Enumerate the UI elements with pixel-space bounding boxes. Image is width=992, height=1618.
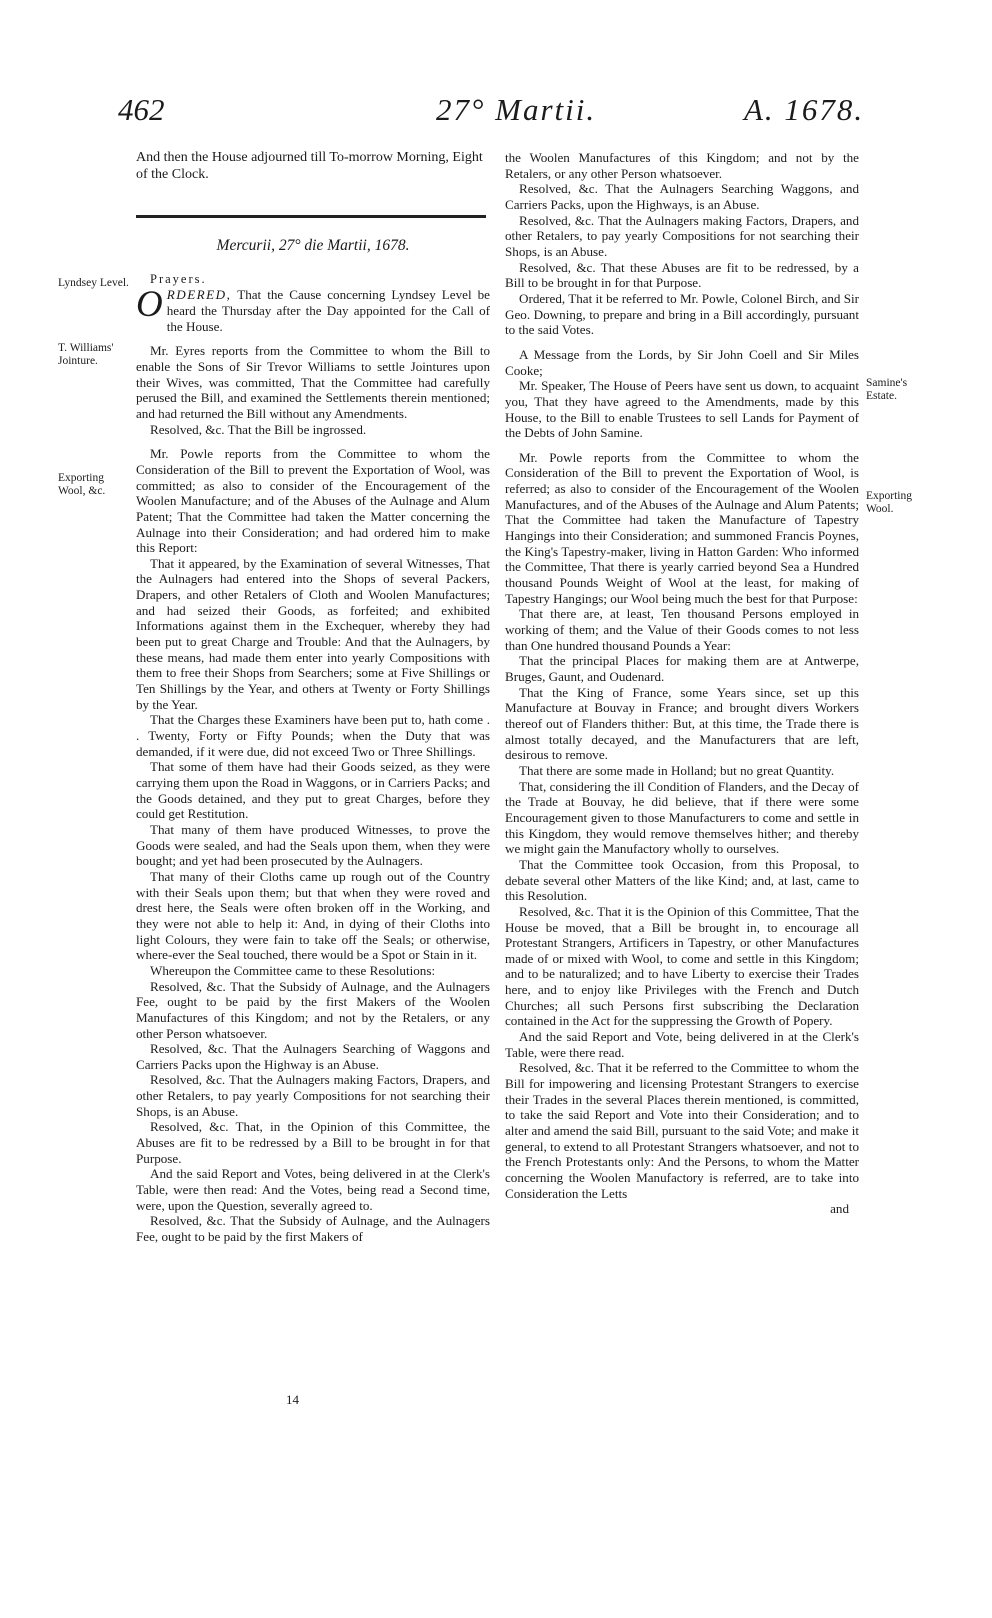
right-column [505,150,859,1217]
paragraph: Resolved, &c. That it is the Opinion of this Committee, That the House be moved, that a Bill be brought in, to encourage all Protestant Strangers, Artificers in Tapestry, or other Manufactures made of or mixed with Wool, to come and settle in this Kingdom; and to be naturalized; and to have Liberty to exercise their Trades here, and to enjoy like Privileges with the French and Dutch Churches; all such Persons first subscribing the Declaration contained in the Act for the suppressing the Growth of Popery. [505,903,859,1029]
margin-note-williams: T. Williams' Jointure. [58,342,114,367]
paragraph: Resolved, &c. That it be referred to the Committee to whom the Bill for impowering and licensing Protestant Strangers to exercise their Trades in the several Places therein mentioned, is committed, to take the said Report and Vote into their Consideration; and to alter and amend the said Bill, pursuant to the said Vote; and make it general, to extend to all Protestant Strangers whatsoever, and not to the French Protestants only: And the Persons, to whom the Matter concerning the Woolen Manufactory is referred, are to take into Consideration the Letts [505,1060,859,1201]
paragraph: That the Charges these Examiners have been put to, hath come . . Twenty, Forty or Fifty Pounds; when the Duty that was demanded, if it were due, did not exceed Two or Three Shillings. [136,712,490,759]
adjourn-notice: And then the House adjourned till To-morrow Morning, Eight of the Clock. [136,150,483,182]
paragraph: Resolved, &c. That the Aulnagers making Factors, Drapers, and other Retalers, to pay yearly Compositions for not searching their Shops, is an Abuse. [505,212,859,259]
paragraph: Resolved, &c. That the Subsidy of Aulnage, and the Aulnagers Fee, ought to be paid by the first Makers of the Woolen Manufactures of this Kingdom; and not by the Retalers, or any other Person whatsoever. [136,978,490,1041]
page-year: A. 1678. [744,92,865,127]
paragraph: That, considering the ill Condition of Flanders, and the Decay of the Trade at Bouvay, he did believe, that if there were some Encouragement given to those Manufacturers to come and settle in this Kingdom, they would remove themselves hither; and thereby we might gain the Manufactory wholly to ourselves. [505,778,859,857]
page-date: 27° Martii. [436,92,597,127]
paragraph: That the King of France, some Years since, set up this Manufacture at Bouvay in France; and brought divers Workers thereof out of Flanders thither: But, at this time, the Trade there is almost totally decayed, and the Manufacturers that are left, desirous to remove. [505,684,859,763]
margin-note-exporting-wool-right: Exporting Wool. [866,490,912,515]
paragraph: That some of them have had their Goods seized, as they were carrying them upon the Road in Waggons, or in Carriers Packs; and the Goods detained, and they put to great Charges, before they could get Restitution. [136,759,490,822]
signature-mark: 14 [286,1392,299,1407]
paragraph: Mr. Powle reports from the Committee to whom the Consideration of the Bill to prevent the Exportation of Wool, was committed; as also to consider of the Encouragement of the Woolen Manufacture; and of the Abuses of the Aulnage and Alum Patent; That the Committee had taken the Matter concerning the Aulnage into their Consideration; and had ordered him to make this Report: [136,446,490,556]
page-number: 462 [118,92,165,127]
paragraph: Resolved, &c. That the Subsidy of Aulnage, and the Aulnagers Fee, ought to be paid by the first Makers of [136,1213,490,1245]
margin-note-samine: Samine's Estate. [866,377,908,402]
paragraph: Resolved, &c. That the Aulnagers Searching Waggons, and Carriers Packs, upon the Highways, is an Abuse. [505,181,859,212]
section-rule [136,215,486,218]
paragraph: That many of them have produced Witnesses, to prove the Goods were sealed, and had the Seals upon them, when they were bought; and yet had been prosecuted by the Aulnagers. [136,821,490,869]
paragraph: Mr. Eyres reports from the Committee to whom the Bill to enable the Sons of Sir Trevor Williams to settle Jointures upon their Wives, was committed, That the Committee had carefully perused the Bill, and examined the Settlements therein mentioned; and had returned the Bill without any Amendments. [136,343,490,421]
paragraph: Resolved, &c. That the Aulnagers making Factors, Drapers, and other Retalers, to pay yearly Compositions for not searching their Shops, is an Abuse. [136,1072,490,1119]
margin-note-exporting-wool-left: Exporting Wool, &c. [58,472,106,497]
paragraph: That it appeared, by the Examination of several Witnesses, That the Aulnagers had entered into the Shops of several Packers, Drapers, and other Retalers of Cloth and Woolen Manufactures; and had seized their Goods, as forfeited; and exhibited Informations against them in the Exchequer, whereby they had been put to great Charge and Trouble: And that the Aulnagers, by these means, had made them enter into yearly Compositions with them to free their Shops from Searchers; some at Five Shillings or Ten Shillings by the Year, and others at Twenty or Forty Shillings by the Year. [136,555,490,712]
paragraph: Ordered, That it be referred to Mr. Powle, Colonel Birch, and Sir Geo. Downing, to prepare and bring in a Bill accordingly, pursuant to the said Votes. [505,290,859,338]
paragraph: Mr. Powle reports from the Committee to whom the Consideration of the Bill to prevent the Exportation of Wool, is referred; as also to consider of the Encouragement of the Woolen Manufactures, and of the Abuses of the Aulnage and Alum Patents; That the Committee had taken the Manufacture of Tapestry Hangings into their Consideration; and summoned Francis Poynes, the King's Tapestry-maker, living in Hatton Garden: Who informed the Committee, That there is yearly carried beyond Sea a Hundred thousand Pounds Weight of Wool at the least, for making of Tapestry Hangings; our Wool being much the best for that Purpose: [505,449,859,606]
page-header [0,92,992,152]
paragraph: the Woolen Manufactures of this Kingdom; and not by the Retalers, or any other Person whatsoever. [505,150,859,181]
prayers-heading: Prayers. [150,271,207,286]
paragraph: And the said Report and Vote, being delivered in at the Clerk's Table, were there read. [505,1029,859,1060]
paragraph: Resolved, &c. That these Abuses are fit to be redressed, by a Bill to be brought in for that Purpose. [505,259,859,291]
paragraph: That many of their Cloths came up rough out of the Country with their Seals upon them; but that when they were roved and drest here, the Seals were often broken off in the Working, and they were not able to help it: And, in dying of their Cloths into light Colours, they were fain to take off the Seals; or otherwise, where-ever the Seal touched, there would be a Spot or Stain in it. [136,868,490,963]
catchword: and [830,1201,849,1217]
paragraph: Resolved, &c. That, in the Opinion of this Committee, the Abuses are fit to be redressed by a Bill to be brought in for that Purpose. [136,1119,490,1166]
paragraph: Whereupon the Committee came to these Resolutions: [150,962,436,978]
ordered-text: That the Cause concerning Lyndsey Level be heard the Thursday after the Day appointed for the Call of the House. [166,287,490,334]
paragraph: That there are, at least, Ten thousand Persons employed in working of them; and the Value of their Goods comes to not less than One hundred thousand Pounds a Year: [505,606,859,653]
paragraph: A Message from the Lords, by Sir John Coell and Sir Miles Cooke; [505,346,859,378]
left-column [136,150,490,1245]
ordered-paragraph [136,284,490,334]
paragraph: That the Committee took Occasion, from this Proposal, to debate several other Matters of the like Kind; and, at last, came to this Resolution. [505,856,859,904]
paragraph: Mr. Speaker, The House of Peers have sent us down, to acquaint you, That they have agreed to the Amendments, made by this House, to the Bill to enable Trustees to sell Lands for Payment of the Debts of John Samine. [505,378,859,441]
paragraph: Resolved, &c. That the Bill be ingrossed. [150,421,367,437]
margin-note-lyndsey: Lyndsey Level. [58,277,129,289]
paragraph: Resolved, &c. That the Aulnagers Searching of Waggons and Carriers Packs upon the Highway is an Abuse. [136,1041,490,1072]
drop-cap: O [136,284,163,326]
paragraph: That there are some made in Holland; but no great Quantity. [519,762,835,778]
paragraph: And the said Report and Votes, being delivered in at the Clerk's Table, were then read: And the Votes, being read a Second time, were, upon the Question, severally agreed to. [136,1166,490,1213]
paragraph: That the principal Places for making them are at Antwerpe, Bruges, Gaunt, and Oudenard. [505,653,859,684]
ordered-word: RDERED, [166,287,232,303]
day-heading: Mercurii, 27° die Martii, 1678. [216,237,410,254]
